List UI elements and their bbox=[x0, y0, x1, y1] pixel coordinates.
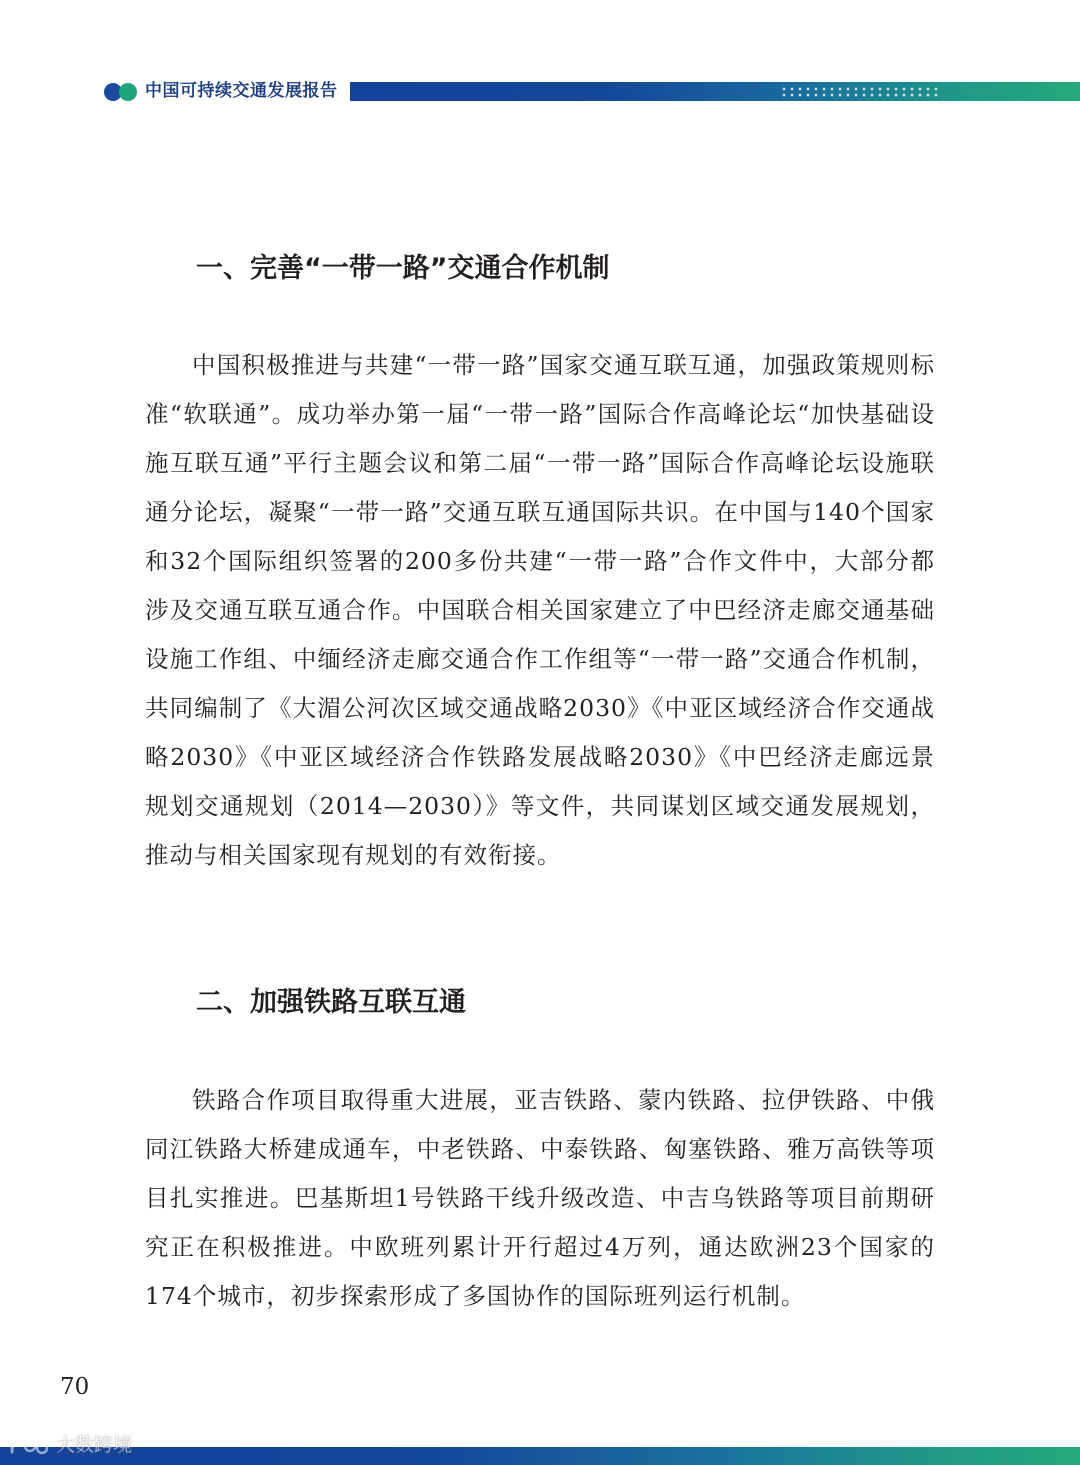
footer-gradient-bar bbox=[0, 1447, 1080, 1465]
section-heading-1: 一、完善“一带一路”交通合作机制 bbox=[196, 253, 610, 284]
section-paragraph-2: 铁路合作项目取得重大进展，亚吉铁路、蒙内铁路、拉伊铁路、中俄同江铁路大桥建成通车，中老铁路、中泰铁路、匈塞铁路、雅万高铁等项目扎实推进。巴基斯坦1号铁路干线升级改造、中吉乌铁路等项目前期研究正在积极推进。中欧班列累计开行超过4万列，通达欧洲23个国家的174个城市，初步探索形成了多国协作的国际班列运行机制。 bbox=[145, 1086, 935, 1310]
header-logo-dots-icon bbox=[104, 83, 140, 101]
section-heading-2: 二、加强铁路互联互通 bbox=[196, 987, 466, 1018]
running-header bbox=[0, 78, 1080, 104]
watermark-text: 大数跨境 bbox=[56, 1433, 133, 1456]
header-gradient-bar bbox=[350, 82, 1080, 101]
header-dot-pattern-icon bbox=[780, 86, 940, 97]
report-title: 中国可持续交通发展报告 bbox=[145, 81, 338, 101]
watermark-logo-icon bbox=[8, 1428, 52, 1458]
section-paragraph-1: 中国积极推进与共建“一带一路”国家交通互联互通，加强政策规则标准“软联通”。成功举办第一届“一带一路”国际合作高峰论坛“加快基础设施互联互通”平行主题会议和第二届“一带一路”国际合作高峰论坛设施联通分论坛，凝聚“一带一路”交通互联互通国际共识。在中国与140个国家和32个国际组织签署的200多份共建“一带一路”合作文件中，大部分都涉及交通互联互通合作。中国联合相关国家建立了中巴经济走廊交通基础设施工作组、中缅经济走廊交通合作工作组等“一带一路”交通合作机制，共同编制了《大湄公河次区域交通战略2030》《中亚区域经济合作交通战略2030》《中亚区域经济合作铁路发展战略2030》《中巴经济走廊远景规划交通规划（2014—2030）》等文件，共同谋划区域交通发展规划，推动与相关国家现有规划的有效衔接。 bbox=[145, 351, 935, 869]
green-dot-icon bbox=[119, 83, 137, 101]
watermark bbox=[8, 1426, 132, 1460]
page-number: 70 bbox=[60, 1374, 90, 1400]
